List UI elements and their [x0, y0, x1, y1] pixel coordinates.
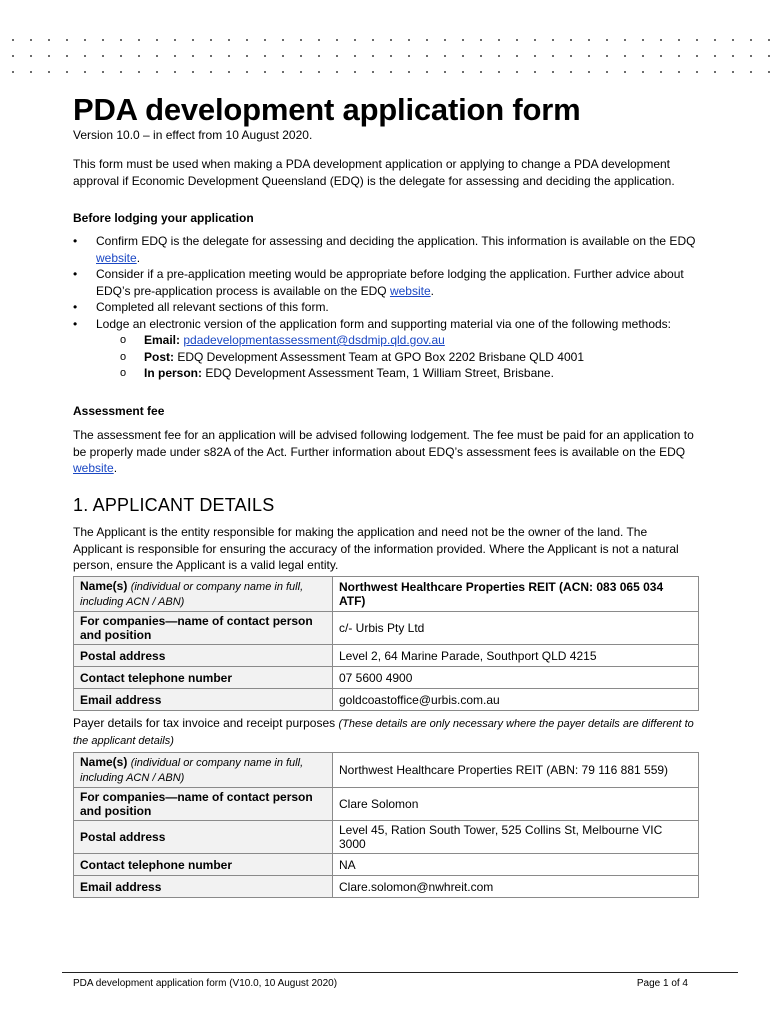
- table-row: Postal address Level 2, 64 Marine Parade, Southport QLD 4215: [74, 645, 699, 667]
- pre-application-website-link[interactable]: website: [389, 283, 431, 298]
- payer-phone-field[interactable]: NA: [333, 854, 699, 876]
- fee-website-link[interactable]: website: [73, 461, 114, 475]
- footer-page-number: Page 1 of 4: [636, 978, 688, 989]
- assessment-fee-heading: Assessment fee: [73, 404, 165, 418]
- table-row: For companies—name of contact person and position c/- Urbis Pty Ltd: [74, 612, 699, 645]
- applicant-postal-field[interactable]: Level 2, 64 Marine Parade, Southport QLD 4215: [333, 645, 699, 667]
- page-title: PDA development application form: [73, 92, 581, 127]
- table-row: For companies—name of contact person and position Clare Solomon: [74, 788, 699, 821]
- list-item: • Consider if a pre-application meeting would be appropriate before lodging the application. Further advice about EDQ’s pre-application process is available on the EDQ website.: [73, 266, 699, 299]
- list-item: • Lodge an electronic version of the application form and supporting material via one of the following methods: o Email: pdadevelopmentassessment@dsdmip.qld.gov.au o Post: EDQ Development Assessment Team at GPO Box 2202 Brisbane QLD 4001 o In person: EDQ Development Assessment Team, 1 William Street, Brisbane.: [73, 316, 699, 382]
- table-row: Email address Clare.solomon@nwhreit.com: [74, 876, 699, 898]
- payer-email-field[interactable]: Clare.solomon@nwhreit.com: [333, 876, 699, 898]
- edq-website-link[interactable]: website: [96, 250, 137, 265]
- dotted-header-pattern: [0, 32, 770, 80]
- applicant-contact-field[interactable]: c/- Urbis Pty Ltd: [333, 612, 699, 645]
- list-item: • Confirm EDQ is the delegate for assessing and deciding the application. This information is available on the EDQ website.: [73, 233, 699, 266]
- payer-intro: Payer details for tax invoice and receipt purposes (These details are only necessary where the payer details are different to the applicant details): [73, 716, 694, 747]
- applicant-name-field[interactable]: Northwest Healthcare Properties REIT (ACN: 083 065 034 ATF): [333, 577, 699, 612]
- lodge-in-person: o In person: EDQ Development Assessment Team, 1 William Street, Brisbane.: [96, 365, 699, 382]
- table-row: Postal address Level 45, Ration South Tower, 525 Collins St, Melbourne VIC 3000: [74, 821, 699, 854]
- before-lodging-list: [73, 233, 699, 382]
- lodgement-methods-list: [96, 332, 699, 382]
- table-row: Contact telephone number NA: [74, 854, 699, 876]
- assessment-fee-paragraph: The assessment fee for an application will be advised following lodgement. The fee must be paid for an application to be properly made under s82A of the Act. Further information about EDQ’s assessment fees is available on the EDQ website.: [73, 428, 694, 475]
- lodge-post: o Post: EDQ Development Assessment Team at GPO Box 2202 Brisbane QLD 4001: [96, 349, 699, 366]
- table-row: Contact telephone number 07 5600 4900: [74, 667, 699, 689]
- list-item: • Completed all relevant sections of this form.: [73, 299, 699, 316]
- payer-name-field[interactable]: Northwest Healthcare Properties REIT (ABN: 79 116 881 559): [333, 753, 699, 788]
- table-row: Name(s) (individual or company name in full, including ACN / ABN) Northwest Healthcare Properties REIT (ABN: 79 116 881 559): [74, 753, 699, 788]
- payer-details-table: [73, 752, 699, 898]
- payer-contact-field[interactable]: Clare Solomon: [333, 788, 699, 821]
- intro-paragraph: This form must be used when making a PDA development application or applying to change a PDA development approval if Economic Development Queensland (EDQ) is the delegate for assessing and deciding the application.: [73, 157, 675, 188]
- applicant-intro-paragraph: The Applicant is the entity responsible for making the application and need not be the owner of the land. The Applicant is responsible for ensuring the accuracy of the information provided. Where the Applicant is not a natural person, ensure the Applicant is a valid legal entity.: [73, 525, 679, 572]
- lodgement-email-link[interactable]: pdadevelopmentassessment@dsdmip.qld.gov.au: [183, 333, 445, 347]
- applicant-details-table: [73, 576, 699, 711]
- footer-divider: [62, 972, 738, 973]
- payer-postal-field[interactable]: Level 45, Ration South Tower, 525 Collins St, Melbourne VIC 3000: [333, 821, 699, 854]
- version-text: Version 10.0 – in effect from 10 August 2020.: [73, 128, 313, 142]
- section-1-heading: 1. APPLICANT DETAILS: [73, 495, 275, 515]
- footer-doc-title: PDA development application form (V10.0, 10 August 2020): [73, 978, 338, 989]
- table-row: Email address goldcoastoffice@urbis.com.au: [74, 689, 699, 711]
- before-lodging-heading: Before lodging your application: [73, 211, 254, 225]
- lodge-email: o Email: pdadevelopmentassessment@dsdmip.qld.gov.au: [96, 332, 699, 349]
- applicant-phone-field[interactable]: 07 5600 4900: [333, 667, 699, 689]
- table-row: Name(s) (individual or company name in full, including ACN / ABN) Northwest Healthcare Properties REIT (ACN: 083 065 034 ATF): [74, 577, 699, 612]
- applicant-email-field[interactable]: goldcoastoffice@urbis.com.au: [333, 689, 699, 711]
